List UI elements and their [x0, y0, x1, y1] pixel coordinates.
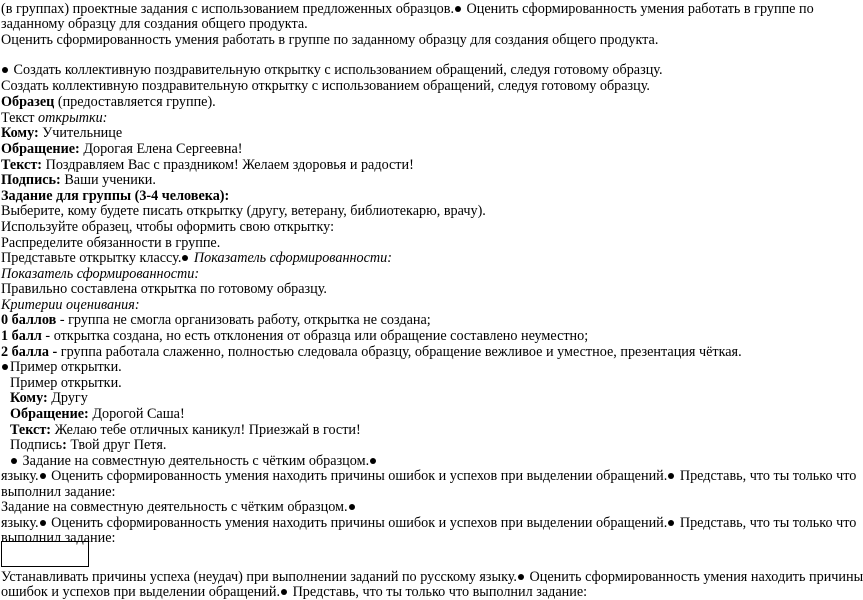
bullet-icon	[518, 574, 524, 580]
text-line: Задание на совместную деятельность с чётким образцом.	[10, 453, 378, 469]
bullet-icon	[40, 520, 46, 526]
text-line: Правильно составлена открытка по готовому образцу.	[1, 281, 327, 297]
text-line: Образец (предоставляется группе).	[1, 94, 216, 110]
text-line: Распределите обязанности в группе.	[1, 235, 221, 251]
text-line: языку. Оценить сформированность умения находить причины ошибок и успехов при выделении обращений. Представь, что ты только что	[1, 468, 857, 484]
text-line: Обращение: Дорогой Саша!	[10, 406, 185, 422]
text-line: языку. Оценить сформированность умения находить причины ошибок и успехов при выделении обращений. Представь, что ты только что	[1, 515, 857, 531]
text-line: выполнил задание:	[1, 484, 116, 500]
bullet-icon	[2, 364, 8, 370]
text-line: Задание для группы (3-4 человека):	[1, 188, 230, 204]
text-line: Задание на совместную деятельность с чётким образцом.	[1, 499, 357, 515]
bullet-icon	[455, 6, 461, 12]
text-line: 0 баллов - группа не смогла организовать работу, открытка не создана;	[1, 312, 431, 328]
text-line: Пример открытки.	[1, 359, 122, 375]
text-line: Показатель сформированности:	[1, 266, 200, 282]
bullet-icon	[2, 67, 8, 73]
bullet-icon	[40, 473, 46, 479]
text-line: Оценить сформированность умения работать в группе по заданному образцу для создания общего продукта.	[1, 32, 659, 48]
empty-frame	[1, 541, 89, 567]
text-line: Создать коллективную поздравительную открытку с использованием обращений, следуя готовому образцу.	[1, 78, 650, 94]
text-line: Обращение: Дорогая Елена Сергеевна!	[1, 141, 243, 157]
text-line: Текст: Желаю тебе отличных каникул! Приезжай в гости!	[10, 422, 361, 438]
bullet-icon	[281, 589, 287, 595]
text-line: Создать коллективную поздравительную открытку с использованием обращений, следуя готовому образцу.	[1, 62, 663, 78]
text-line: Критерии оценивания:	[1, 297, 140, 313]
bullet-icon	[370, 458, 376, 464]
text-line: выполнил задание:	[1, 530, 116, 546]
text-line: Кому: Учительнице	[1, 125, 123, 141]
text-line: Текст открытки:	[1, 110, 108, 126]
bullet-icon	[668, 520, 674, 526]
text-line: Подпись: Твой друг Петя.	[10, 437, 167, 453]
text-line: 2 балла - группа работала слаженно, полностью следовала образцу, обращение вежливое и уместное, презентация чёткая.	[1, 344, 742, 360]
text-line: Кому: Другу	[10, 390, 88, 406]
text-line: Представьте открытку классу. Показатель сформированности:	[1, 250, 392, 266]
bullet-icon	[349, 504, 355, 510]
bullet-icon	[11, 458, 17, 464]
text-line: Устанавливать причины успеха (неудач) при выполнении заданий по русскому языку. Оценить сформированность умения находить причины	[1, 569, 863, 585]
bullet-icon	[182, 255, 188, 261]
text-line: Используйте образец, чтобы оформить свою открытку:	[1, 219, 335, 235]
text-line: Пример открытки.	[10, 375, 122, 391]
text-line: Текст: Поздравляем Вас с праздником! Желаем здоровья и радости!	[1, 157, 414, 173]
text-line: 1 балл - открытка создана, но есть отклонения от образца или обращение составлено неуместно;	[1, 328, 589, 344]
text-line: Подпись: Ваши ученики.	[1, 172, 156, 188]
text-line: (в группах) проектные задания с использованием предложенных образцов. Оценить сформированность умения работать в группе по	[1, 1, 814, 17]
text-line: заданному образцу для создания общего продукта.	[1, 16, 308, 32]
bullet-icon	[668, 473, 674, 479]
text-line: ошибок и успехов при выделении обращений. Представь, что ты только что выполнил задание:	[1, 584, 588, 600]
text-line: Выберите, кому будете писать открытку (другу, ветерану, библиотекарю, врачу).	[1, 203, 486, 219]
